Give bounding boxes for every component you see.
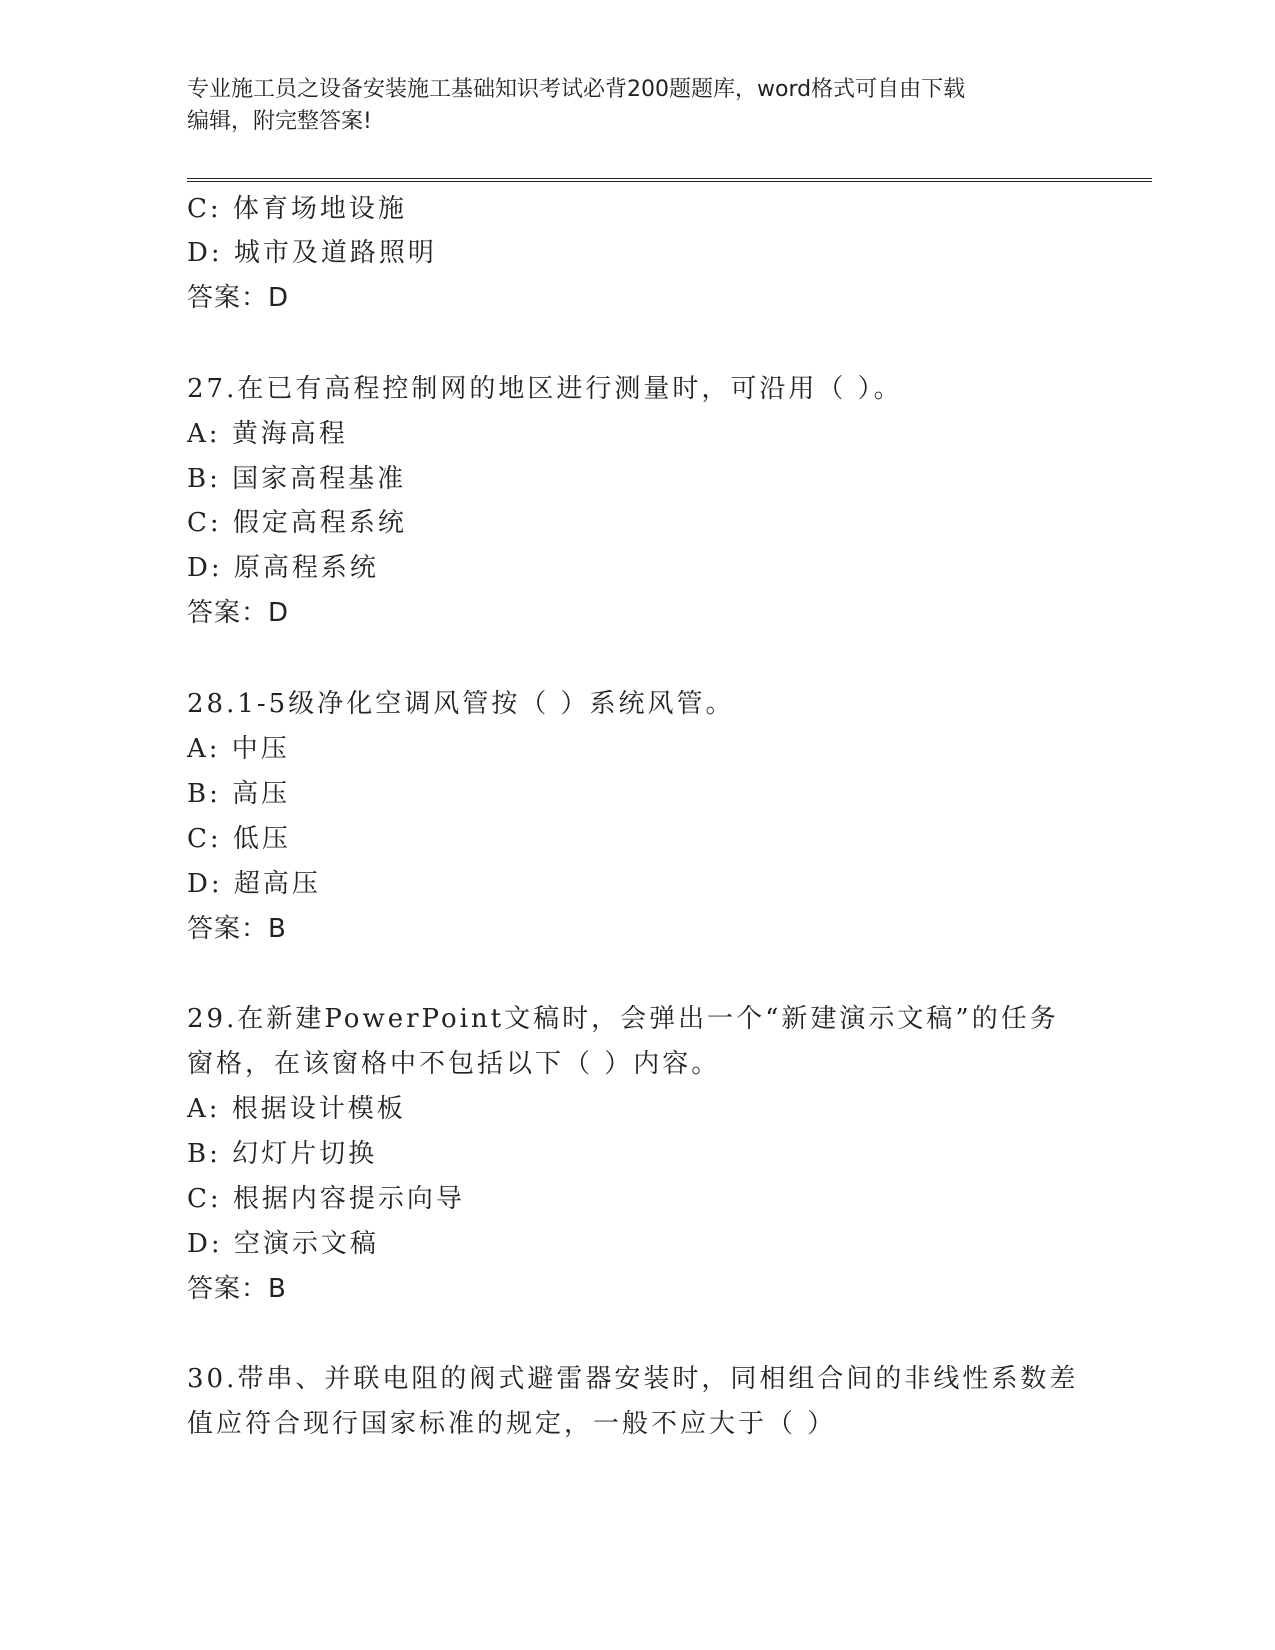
- question-stem: 30.带串、并联电阻的阀式避雷器安装时，同相组合间的非线性系数差: [187, 1364, 1079, 1394]
- question-stem: 29.在新建PowerPoint文稿时，会弹出一个“新建演示文稿”的任务: [187, 1004, 1059, 1034]
- question-stem: 27.在已有高程控制网的地区进行测量时，可沿用（ ）。: [187, 374, 903, 404]
- option-line: D: 超高压: [187, 869, 321, 899]
- answer-line: 答案：D: [187, 598, 290, 628]
- option-line: A: 中压: [187, 734, 290, 764]
- option-line: B: 国家高程基准: [187, 464, 407, 494]
- option-line: A: 黄海高程: [187, 419, 348, 449]
- option-line: B: 幻灯片切换: [187, 1139, 378, 1169]
- option-line: D: 城市及道路照明: [187, 238, 437, 268]
- document-header: [187, 74, 1087, 138]
- option-line: C: 体育场地设施: [187, 194, 407, 224]
- header-line-1: 专业施工员之设备安装施工基础知识考试必背200题题库，word格式可自由下载: [187, 77, 966, 102]
- header-line-2: 编辑，附完整答案!: [187, 109, 372, 134]
- option-line: C: 根据内容提示向导: [187, 1184, 465, 1214]
- option-line: B: 高压: [187, 779, 291, 809]
- option-line: D: 空演示文稿: [187, 1229, 379, 1259]
- question-stem: 窗格，在该窗格中不包括以下（ ）内容。: [187, 1049, 721, 1079]
- answer-line: 答案：D: [187, 283, 290, 313]
- question-stem: 28.1-5级净化空调风管按（ ）系统风管。: [187, 689, 735, 719]
- answer-line: 答案：B: [187, 1274, 287, 1304]
- question-stem: 值应符合现行国家标准的规定，一般不应大于（ ）: [187, 1409, 837, 1439]
- option-line: A: 根据设计模板: [187, 1094, 406, 1124]
- option-line: C: 低压: [187, 824, 291, 854]
- header-divider: [187, 178, 1152, 182]
- option-line: C: 假定高程系统: [187, 508, 407, 538]
- answer-line: 答案：B: [187, 914, 287, 944]
- option-line: D: 原高程系统: [187, 553, 379, 583]
